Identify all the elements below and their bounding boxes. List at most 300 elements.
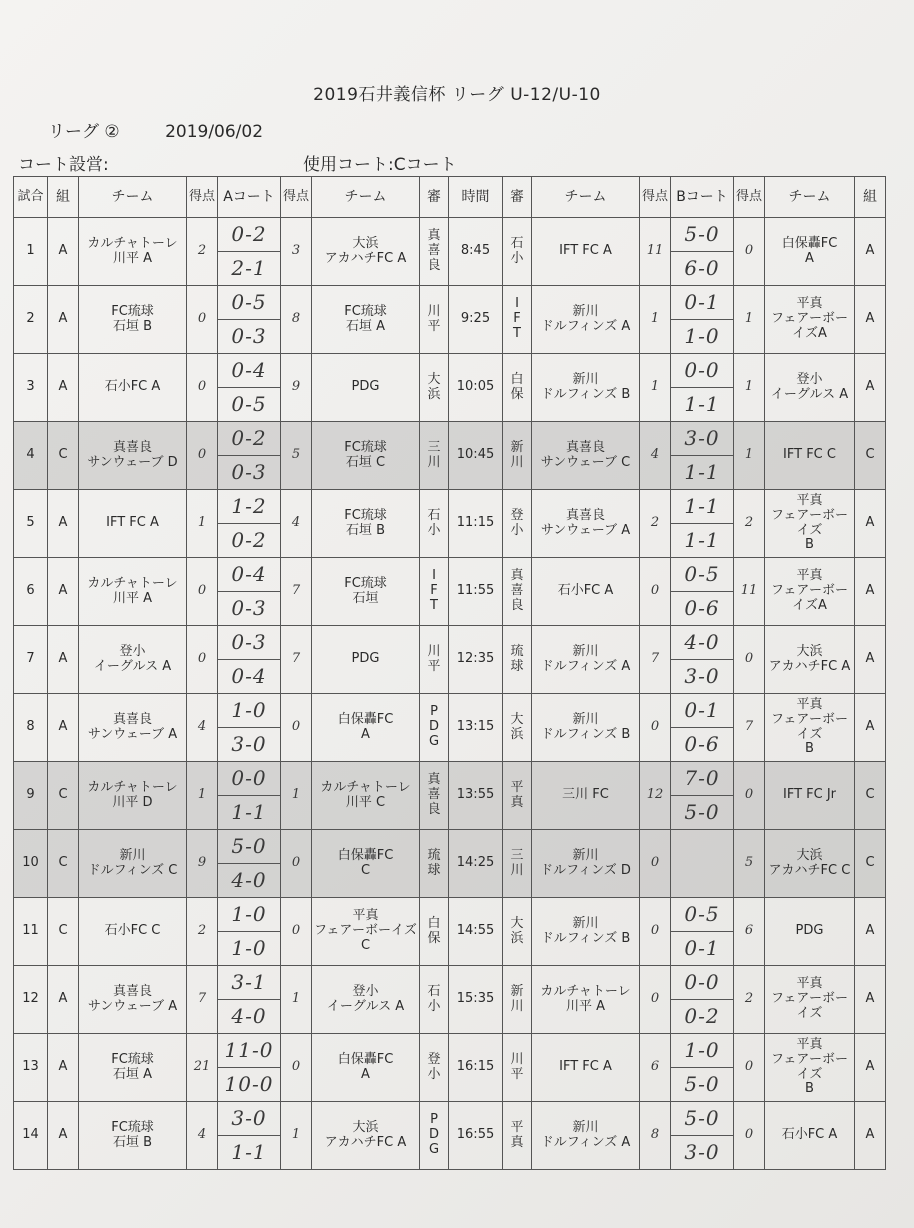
first-half-score: 0-4 — [218, 558, 280, 592]
referee-char: 喜 — [427, 787, 441, 803]
a-court-score — [218, 1102, 281, 1170]
team-3 — [532, 490, 640, 558]
referee-char: 川 — [510, 862, 524, 878]
header-match-no: 試合 — [14, 177, 48, 218]
team-3-line: ドルフィンズ A — [540, 658, 631, 674]
team-2-line: 白保轟FC — [337, 847, 394, 863]
league-info — [48, 117, 263, 142]
team-1-line: IFT FC A — [106, 515, 159, 531]
b-court-score — [671, 694, 734, 762]
sheet-title: 2019石井義信杯 リーグ U-12/U-10 — [313, 85, 601, 105]
referee-char: 大 — [510, 711, 524, 727]
team-4 — [765, 422, 855, 490]
score-halves — [218, 830, 280, 897]
header-team: チーム — [532, 177, 640, 218]
second-half-score: 1-0 — [231, 936, 267, 960]
match-time: 11:55 — [449, 558, 503, 626]
match-time: 13:55 — [449, 762, 503, 830]
referee-b — [503, 966, 532, 1034]
points-2: 1 — [281, 1102, 312, 1170]
points-3: 2 — [640, 490, 671, 558]
points-2: 7 — [281, 626, 312, 694]
points-2: 0 — [281, 1034, 312, 1102]
team-2 — [312, 422, 420, 490]
team-1 — [79, 354, 187, 422]
header-team: チーム — [312, 177, 420, 218]
team-4-line: A — [805, 250, 814, 266]
points-2: 7 — [281, 558, 312, 626]
points-3: 0 — [640, 966, 671, 1034]
match-number: 11 — [14, 898, 48, 966]
team-1 — [79, 1102, 187, 1170]
points-1: 4 — [187, 694, 218, 762]
a-court-score — [218, 558, 281, 626]
team-4-line: アカハチFC A — [768, 658, 851, 674]
score-halves — [671, 422, 733, 489]
team-4-line: 石小FC A — [781, 1127, 838, 1143]
points-2: 0 — [281, 694, 312, 762]
second-half-score: 4-0 — [231, 1004, 267, 1028]
score-halves — [671, 694, 733, 761]
score-halves — [671, 1034, 733, 1101]
team-2 — [312, 966, 420, 1034]
team-1-line: カルチャトーレ — [87, 779, 178, 795]
team-4-line: アカハチFC C — [768, 862, 851, 878]
team-1 — [79, 218, 187, 286]
team-2-line: アカハチFC A — [324, 250, 407, 266]
referee-char: 良 — [510, 597, 524, 613]
match-time: 14:55 — [449, 898, 503, 966]
first-half-score: 4-0 — [671, 626, 733, 660]
points-4: 11 — [734, 558, 765, 626]
group-b: A — [855, 354, 886, 422]
group-b: A — [855, 898, 886, 966]
referee-char: 三 — [510, 847, 524, 863]
second-half-score: 2-1 — [231, 256, 267, 280]
group-b: A — [855, 626, 886, 694]
points-3: 12 — [640, 762, 671, 830]
match-row — [14, 1034, 886, 1102]
group-a: A — [48, 966, 79, 1034]
group-b: A — [855, 966, 886, 1034]
header-team: チーム — [79, 177, 187, 218]
referee-char: 新 — [510, 439, 524, 455]
referee-b — [503, 218, 532, 286]
team-1 — [79, 762, 187, 830]
referee-char: 石 — [427, 983, 441, 999]
team-4-line: IFT FC Jr — [782, 787, 837, 803]
score-halves — [218, 694, 280, 761]
referee-b — [503, 490, 532, 558]
second-half-score: 0-3 — [231, 324, 267, 348]
header-a-court: Aコート — [218, 177, 281, 218]
points-1: 9 — [187, 830, 218, 898]
team-4-line: 大浜 — [796, 643, 823, 659]
group-a: A — [48, 626, 79, 694]
points-3: 4 — [640, 422, 671, 490]
referee-b — [503, 694, 532, 762]
points-3: 0 — [640, 694, 671, 762]
team-1 — [79, 1034, 187, 1102]
group-a: A — [48, 286, 79, 354]
team-3 — [532, 830, 640, 898]
team-1-line: カルチャトーレ — [87, 235, 178, 251]
first-half-score: 0-0 — [671, 354, 733, 388]
second-half-score: 1-1 — [684, 392, 720, 416]
team-3 — [532, 354, 640, 422]
match-time: 16:55 — [449, 1102, 503, 1170]
second-half-score: 0-1 — [684, 936, 720, 960]
match-number: 4 — [14, 422, 48, 490]
team-3-line: カルチャトーレ — [540, 983, 631, 999]
points-1: 1 — [187, 490, 218, 558]
b-court-score — [671, 558, 734, 626]
team-3 — [532, 1034, 640, 1102]
group-b: A — [855, 694, 886, 762]
referee-a — [420, 966, 449, 1034]
referee-char: P — [430, 704, 438, 720]
team-3-line: ドルフィンズ B — [540, 930, 631, 946]
team-2 — [312, 694, 420, 762]
team-4 — [765, 286, 855, 354]
referee-b — [503, 286, 532, 354]
a-court-score — [218, 694, 281, 762]
match-row — [14, 626, 886, 694]
group-b: C — [855, 422, 886, 490]
team-1 — [79, 898, 187, 966]
second-half-score: 0-2 — [231, 528, 267, 552]
score-halves — [671, 218, 733, 285]
first-half-score: 0-0 — [671, 966, 733, 1000]
group-b: A — [855, 558, 886, 626]
team-2-line: A — [361, 726, 370, 742]
referee-char: 石 — [427, 507, 441, 523]
team-1-line: イーグルス A — [93, 658, 172, 674]
referee-char: 登 — [427, 1051, 441, 1067]
team-1 — [79, 830, 187, 898]
referee-char: 川 — [510, 998, 524, 1014]
second-half-score: 6-0 — [684, 256, 720, 280]
referee-char: G — [428, 733, 440, 749]
header-ref: 審 — [420, 177, 449, 218]
points-1: 4 — [187, 1102, 218, 1170]
first-half-score: 3-1 — [218, 966, 280, 1000]
match-row — [14, 1102, 886, 1170]
referee-char: 球 — [510, 658, 524, 674]
second-half-score: 1-0 — [684, 324, 720, 348]
team-4-line: B — [805, 1081, 814, 1097]
score-halves — [218, 966, 280, 1033]
points-3: 6 — [640, 1034, 671, 1102]
second-half-score: 0-5 — [231, 392, 267, 416]
match-table — [13, 176, 886, 1170]
score-halves — [218, 422, 280, 489]
referee-char: 平 — [510, 1119, 524, 1135]
second-half-score: 1-1 — [231, 800, 267, 824]
points-2: 1 — [281, 762, 312, 830]
score-halves — [218, 898, 280, 965]
referee-a — [420, 490, 449, 558]
referee-a — [420, 422, 449, 490]
team-1-line: FC琉球 — [111, 303, 154, 319]
a-court-score — [218, 218, 281, 286]
league-date: 2019/06/02 — [165, 122, 264, 142]
first-half-score — [671, 830, 733, 864]
team-4-line: 白保轟FC — [781, 235, 838, 251]
referee-char: D — [428, 719, 439, 735]
referee-char: 川 — [427, 454, 441, 470]
second-half-score: 3-0 — [684, 664, 720, 688]
second-half-score: 0-6 — [684, 596, 720, 620]
group-b: A — [855, 1102, 886, 1170]
group-a: A — [48, 1102, 79, 1170]
team-2 — [312, 490, 420, 558]
match-time: 14:25 — [449, 830, 503, 898]
score-halves — [671, 354, 733, 421]
team-4-line: フェアーボーイズ — [771, 507, 848, 538]
group-b: A — [855, 286, 886, 354]
team-4-line: B — [805, 537, 814, 553]
first-half-score: 0-5 — [671, 898, 733, 932]
points-1: 0 — [187, 286, 218, 354]
match-number: 7 — [14, 626, 48, 694]
team-3 — [532, 558, 640, 626]
team-2-line: 川平 C — [345, 794, 386, 810]
first-half-score: 0-1 — [671, 286, 733, 320]
header-team: チーム — [765, 177, 855, 218]
group-b: C — [855, 830, 886, 898]
team-1 — [79, 694, 187, 762]
group-a: C — [48, 898, 79, 966]
second-half-score: 5-0 — [684, 1072, 720, 1096]
team-4 — [765, 1102, 855, 1170]
header-time: 時間 — [449, 177, 503, 218]
points-3: 0 — [640, 898, 671, 966]
second-half-score: 0-3 — [231, 460, 267, 484]
team-2-line: 大浜 — [352, 1119, 379, 1135]
referee-char: 平 — [510, 1066, 524, 1082]
team-4-line: B — [805, 741, 814, 757]
team-3 — [532, 286, 640, 354]
team-4-line: 平真 — [796, 568, 823, 584]
second-half-score: 3-0 — [684, 1140, 720, 1164]
team-1-line: 川平 A — [112, 590, 153, 606]
score-halves — [671, 898, 733, 965]
b-court-score — [671, 490, 734, 558]
header-points: 得点 — [281, 177, 312, 218]
referee-b — [503, 830, 532, 898]
match-row — [14, 762, 886, 830]
match-time: 12:35 — [449, 626, 503, 694]
team-3-line: 石小FC A — [557, 583, 614, 599]
referee-char: 良 — [427, 257, 441, 273]
a-court-score — [218, 898, 281, 966]
referee-a — [420, 694, 449, 762]
group-b: A — [855, 1034, 886, 1102]
points-1: 7 — [187, 966, 218, 1034]
a-court-score — [218, 286, 281, 354]
team-2-line: 石垣 B — [345, 522, 386, 538]
team-3-line: 新川 — [572, 847, 599, 863]
score-halves — [218, 558, 280, 625]
match-number: 12 — [14, 966, 48, 1034]
match-row — [14, 354, 886, 422]
referee-char: 大 — [427, 371, 441, 387]
team-1 — [79, 422, 187, 490]
first-half-score: 1-0 — [671, 1034, 733, 1068]
second-half-score: 4-0 — [231, 868, 267, 892]
a-court-score — [218, 830, 281, 898]
points-2: 8 — [281, 286, 312, 354]
score-halves — [671, 966, 733, 1033]
points-3: 0 — [640, 558, 671, 626]
team-3-line: 新川 — [572, 303, 599, 319]
referee-char: P — [430, 1112, 438, 1128]
team-1 — [79, 490, 187, 558]
team-2 — [312, 218, 420, 286]
referee-char: 真 — [510, 794, 524, 810]
b-court-score — [671, 218, 734, 286]
team-3-line: ドルフィンズ A — [540, 318, 631, 334]
b-court-score — [671, 830, 734, 898]
referee-char: 真 — [510, 568, 524, 584]
referee-a — [420, 1034, 449, 1102]
points-1: 0 — [187, 422, 218, 490]
header-ref: 審 — [503, 177, 532, 218]
team-1-line: 新川 — [119, 847, 146, 863]
team-2 — [312, 1034, 420, 1102]
points-1: 2 — [187, 218, 218, 286]
team-2-line: PDG — [351, 379, 380, 395]
referee-char: 保 — [510, 386, 524, 402]
a-court-score — [218, 626, 281, 694]
group-b: A — [855, 218, 886, 286]
referee-b — [503, 762, 532, 830]
team-1 — [79, 558, 187, 626]
team-3 — [532, 422, 640, 490]
team-1-line: サンウェーブ A — [87, 998, 178, 1014]
referee-char: T — [430, 597, 438, 613]
referee-char: 小 — [427, 1066, 441, 1082]
first-half-score: 0-2 — [218, 218, 280, 252]
score-halves — [671, 762, 733, 829]
points-4: 2 — [734, 490, 765, 558]
referee-char: 川 — [510, 454, 524, 470]
header-points: 得点 — [640, 177, 671, 218]
points-2: 5 — [281, 422, 312, 490]
team-2-line: イーグルス A — [326, 998, 405, 1014]
b-court-score — [671, 1102, 734, 1170]
match-row — [14, 422, 886, 490]
first-half-score: 5-0 — [671, 218, 733, 252]
header-points: 得点 — [734, 177, 765, 218]
score-halves — [671, 830, 733, 897]
team-3 — [532, 1102, 640, 1170]
team-2-line: アカハチFC A — [324, 1134, 407, 1150]
referee-char: I — [515, 296, 519, 312]
group-a: A — [48, 558, 79, 626]
referee-char: 登 — [510, 507, 524, 523]
referee-char: 平 — [510, 779, 524, 795]
referee-b — [503, 354, 532, 422]
score-halves — [218, 762, 280, 829]
group-a: C — [48, 422, 79, 490]
points-3: 11 — [640, 218, 671, 286]
team-4-line: フェアーボーイズA — [771, 311, 848, 341]
court-used-label: 使用コート:Cコート — [303, 155, 457, 175]
referee-b — [503, 626, 532, 694]
league-label: リーグ ② — [48, 122, 120, 142]
team-3 — [532, 762, 640, 830]
team-2-line: フェアーボーイズC — [314, 923, 417, 953]
match-time: 11:15 — [449, 490, 503, 558]
referee-char: F — [430, 583, 438, 599]
match-row — [14, 830, 886, 898]
team-3-line: ドルフィンズ D — [540, 862, 631, 878]
second-half-score — [671, 864, 733, 898]
first-half-score: 0-2 — [218, 422, 280, 456]
team-1-line: FC琉球 — [111, 1119, 154, 1135]
match-number: 2 — [14, 286, 48, 354]
referee-char: 石 — [510, 235, 524, 251]
second-half-score: 10-0 — [224, 1072, 274, 1096]
team-4 — [765, 830, 855, 898]
team-3-line: 新川 — [572, 371, 599, 387]
a-court-score — [218, 422, 281, 490]
referee-char: 真 — [427, 772, 441, 788]
team-2-line: PDG — [351, 651, 380, 667]
points-3: 1 — [640, 354, 671, 422]
team-4 — [765, 626, 855, 694]
referee-char: 平 — [427, 658, 441, 674]
team-1 — [79, 626, 187, 694]
team-3-line: ドルフィンズ B — [540, 386, 631, 402]
referee-b — [503, 422, 532, 490]
referee-char: 浜 — [427, 386, 441, 402]
team-2 — [312, 762, 420, 830]
team-2-line: FC琉球 — [344, 507, 387, 523]
match-row — [14, 218, 886, 286]
match-time: 9:25 — [449, 286, 503, 354]
points-4: 0 — [734, 1102, 765, 1170]
team-2 — [312, 354, 420, 422]
b-court-score — [671, 354, 734, 422]
referee-b — [503, 898, 532, 966]
team-3 — [532, 694, 640, 762]
team-4 — [765, 762, 855, 830]
referee-char: 良 — [427, 801, 441, 817]
referee-char: 真 — [510, 1134, 524, 1150]
team-4-line: フェアーボーイズ — [771, 991, 848, 1021]
team-1-line: 石垣 B — [112, 318, 153, 334]
group-b: A — [855, 490, 886, 558]
team-2-line: 平真 — [352, 908, 379, 924]
team-2-line: C — [360, 862, 371, 878]
b-court-score — [671, 626, 734, 694]
referee-a — [420, 218, 449, 286]
team-2 — [312, 830, 420, 898]
referee-a — [420, 830, 449, 898]
header-group: 組 — [48, 177, 79, 218]
group-a: A — [48, 694, 79, 762]
group-b: C — [855, 762, 886, 830]
score-halves — [671, 558, 733, 625]
referee-char: 平 — [427, 318, 441, 334]
points-4: 1 — [734, 354, 765, 422]
team-4 — [765, 218, 855, 286]
second-half-score: 1-1 — [684, 460, 720, 484]
header-group: 組 — [855, 177, 886, 218]
